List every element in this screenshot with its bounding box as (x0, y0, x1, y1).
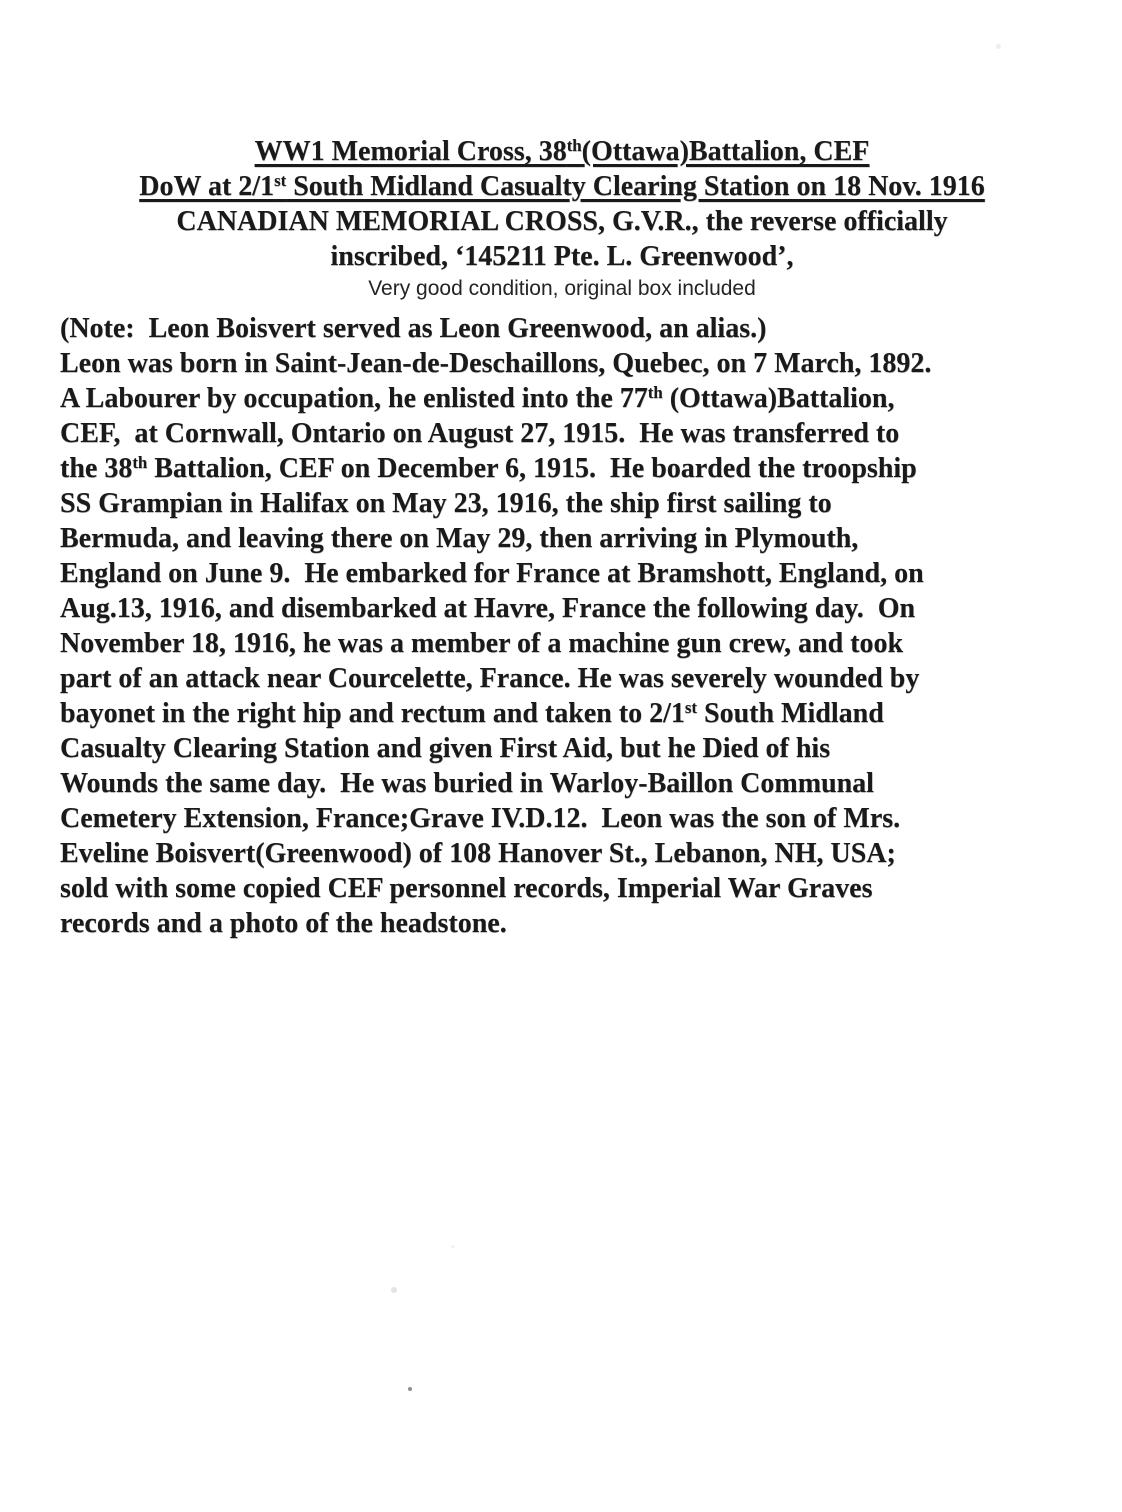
superscript: th (647, 382, 663, 402)
text-segment: Leon was born in Saint-Jean-de-Deschaillons, Quebec, on 7 March, 1892. (60, 348, 932, 379)
body-line-15 (60, 801, 1064, 836)
text-segment: November 18, 1916, he was a member of a machine gun crew, and took (60, 628, 904, 659)
scan-speck (408, 1387, 412, 1391)
body-line-6 (60, 486, 1064, 521)
body-line-8 (60, 556, 1064, 591)
body-line-1 (60, 311, 1064, 346)
body-line-9 (60, 591, 1064, 626)
scan-speck (451, 1245, 455, 1248)
text-segment: (Ottawa)Battalion, CEF (581, 136, 870, 167)
text-segment: inscribed, ‘145211 Pte. L. Greenwood’, (330, 241, 794, 272)
superscript: th (132, 452, 148, 472)
text-segment: Aug.13, 1916, and disembarked at Havre, France the following day. On (60, 593, 916, 624)
body-line-13 (60, 731, 1064, 766)
text-segment: bayonet in the right hip and rectum and taken to 2/1 (60, 698, 685, 729)
text-segment: sold with some copied CEF personnel records, Imperial War Graves (60, 873, 873, 904)
text-segment: records and a photo of the headstone. (60, 908, 507, 939)
scan-speck (391, 1287, 397, 1293)
doc-title-line-4 (60, 239, 1064, 274)
text-segment: DoW at 2/1 (139, 171, 275, 202)
superscript: th (566, 135, 582, 155)
text-segment: (Ottawa)Battalion, (662, 383, 895, 414)
text-segment: Cemetery Extension, France;Grave IV.D.12. Leon was the son of Mrs. (60, 803, 901, 834)
superscript: st (684, 697, 698, 717)
text-segment: CEF, at Cornwall, Ontario on August 27, 1915. He was transferred to (60, 418, 900, 449)
text-segment: A Labourer by occupation, he enlisted into the 77 (60, 383, 648, 414)
body-line-4 (60, 416, 1064, 451)
body-line-16 (60, 836, 1064, 871)
condition-note (60, 274, 1064, 304)
text-segment: (Note: Leon Boisvert served as Leon Greenwood, an alias.) (60, 313, 767, 344)
text-segment: Wounds the same day. He was buried in Warloy-Baillon Communal (60, 768, 874, 799)
doc-title-line-3 (60, 204, 1064, 239)
body-line-11 (60, 661, 1064, 696)
text-segment: Eveline Boisvert(Greenwood) of 108 Hanover St., Lebanon, NH, USA; (60, 838, 896, 869)
body-line-2 (60, 346, 1064, 381)
doc-title-line-1 (60, 134, 1064, 169)
body-line-17 (60, 871, 1064, 906)
text-segment: part of an attack near Courcelette, France. He was severely wounded by (60, 663, 920, 694)
text-segment: Battalion, CEF on December 6, 1915. He boarded the troopship (147, 453, 917, 484)
body-line-5 (60, 451, 1064, 486)
text-segment: WW1 Memorial Cross, 38 (254, 136, 567, 167)
document-content (60, 134, 1064, 941)
body-line-14 (60, 766, 1064, 801)
text-segment: England on June 9. He embarked for France at Bramshott, England, on (60, 558, 924, 589)
body-line-7 (60, 521, 1064, 556)
text-segment: Bermuda, and leaving there on May 29, then arriving in Plymouth, (60, 523, 859, 554)
body-line-18 (60, 906, 1064, 941)
body-line-3 (60, 381, 1064, 416)
superscript: st (274, 170, 287, 190)
text-segment: SS Grampian in Halifax on May 23, 1916, the ship first sailing to (60, 488, 832, 519)
doc-title-line-2 (60, 169, 1064, 204)
body-line-12 (60, 696, 1064, 731)
text-segment: the 38 (60, 453, 133, 484)
text-segment: Very good condition, original box included (368, 277, 756, 300)
description-paragraph (60, 311, 1064, 941)
scan-speck (996, 44, 1001, 49)
text-segment: South Midland (697, 698, 884, 729)
text-segment: South Midland Casualty Clearing Station on 18 Nov. 1916 (286, 171, 985, 202)
text-segment: CANADIAN MEMORIAL CROSS, G.V.R., the reverse officially (176, 206, 948, 237)
text-segment: Casualty Clearing Station and given First Aid, but he Died of his (60, 733, 831, 764)
body-line-10 (60, 626, 1064, 661)
